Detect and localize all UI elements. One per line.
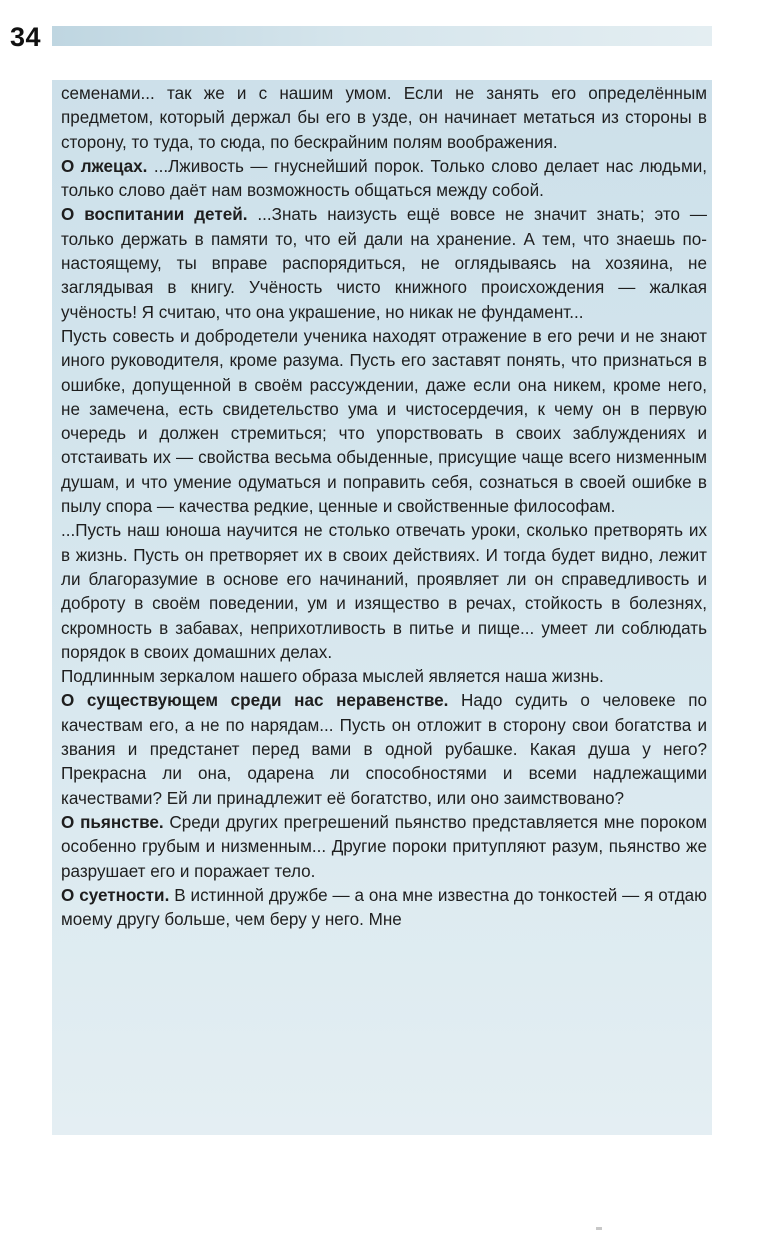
paragraph-heading: О пьянстве. xyxy=(61,812,164,832)
paragraph-heading: О воспитании детей. xyxy=(61,205,248,225)
paragraph-heading: О существующем среди нас неравенстве. xyxy=(61,691,449,711)
header-bar xyxy=(52,26,712,46)
paragraph-drunkenness xyxy=(61,811,707,884)
paragraph-text: ...Лживость — гнуснейший порок. Только слово делает нас людьми, только слово даёт нам возможность общаться между собой. xyxy=(61,156,707,201)
paragraph-text: ...Пусть наш юноша научится не столько отвечать уроки, сколько претворять их в жизнь. Пусть он претворяет их в своих действиях. И тогда будет видно, лежит ли благоразумие в основе его начинаний, проявляет ли он справедливость и доброту в своём поведении, ум и изящество в речах, стойкость в болезнях, скромность в забавах, неприхотливость в питье и пище... умеет ли соблюдать порядок в своих домашних делах. xyxy=(61,521,707,662)
paragraph-text: Среди других прегрешений пьянство представляется мне пороком особенно грубым и низменным... Другие пороки притупляют разум, пьянство же разрушает его и поражает тело. xyxy=(61,812,707,881)
paragraph-heading: О суетности. xyxy=(61,885,170,905)
paragraph-vanity xyxy=(61,884,707,933)
footer-mark xyxy=(596,1227,602,1230)
paragraph-conscience xyxy=(61,325,707,519)
page-number: 34 xyxy=(10,22,42,52)
paragraph-intro xyxy=(61,82,707,155)
paragraph-text: В истинной дружбе — а она мне известна до тонкостей — я отдаю моему другу больше, чем беру у него. Мне xyxy=(61,885,707,930)
paragraph-heading: О лжецах. xyxy=(61,156,148,176)
paragraph-text: Надо судить о человеке по качествам его, а не по нарядам... Пусть он отложит в сторону свои богатства и звания и предстанет перед вами в одной рубашке. Какая душа у него? Прекрасна ли она, одарена ли способностями и всеми надлежащими качествами? Ей ли принадлежит её богатство, или оно заимствовано? xyxy=(61,691,707,808)
paragraph-text: Подлинным зеркалом нашего образа мыслей является наша жизнь. xyxy=(61,667,604,687)
paragraph-youth xyxy=(61,519,707,665)
paragraph-text: Пусть совесть и добродетели ученика находят отражение в его речи и не знают иного руководителя, кроме разума. Пусть его заставят понять, что признаться в ошибке, допущенной в своём рассуждении, даже если она никем, кроме него, не замечена, есть свидетельство ума и чистосердечия, к чему он в первую очередь и должен стремиться; что упорствовать в своих заблуждениях и отстаивать их — свойства весьма обыденные, присущие чаще всего низменным душам, и что умение одуматься и поправить себя, сознаться в своей ошибке в пылу спора — качества редкие, ценные и свойственные философам. xyxy=(61,326,707,517)
paragraph-text: семенами... так же и с нашим умом. Если не занять его определённым предметом, который держал бы его в узде, он начинает метаться из стороны в сторону, то туда, то сюда, по бескрайним полям воображения. xyxy=(61,84,707,152)
text-body xyxy=(61,82,707,932)
paragraph-inequality xyxy=(61,689,707,810)
paragraph-text: ...Знать наизусть ещё вовсе не значит знать; это — только держать в памяти то, что ей дали на хранение. А тем, что знаешь по-настоящему, ты вправе распорядиться, не оглядываясь на хозяина, не заглядывая в книгу. Учёность чисто книжного происхождения — жалкая учёность! Я считаю, что она украшение, но никак не фундамент... xyxy=(61,205,707,322)
paragraph-education xyxy=(61,203,707,324)
paragraph-liars xyxy=(61,155,707,204)
paragraph-mirror xyxy=(61,665,707,689)
